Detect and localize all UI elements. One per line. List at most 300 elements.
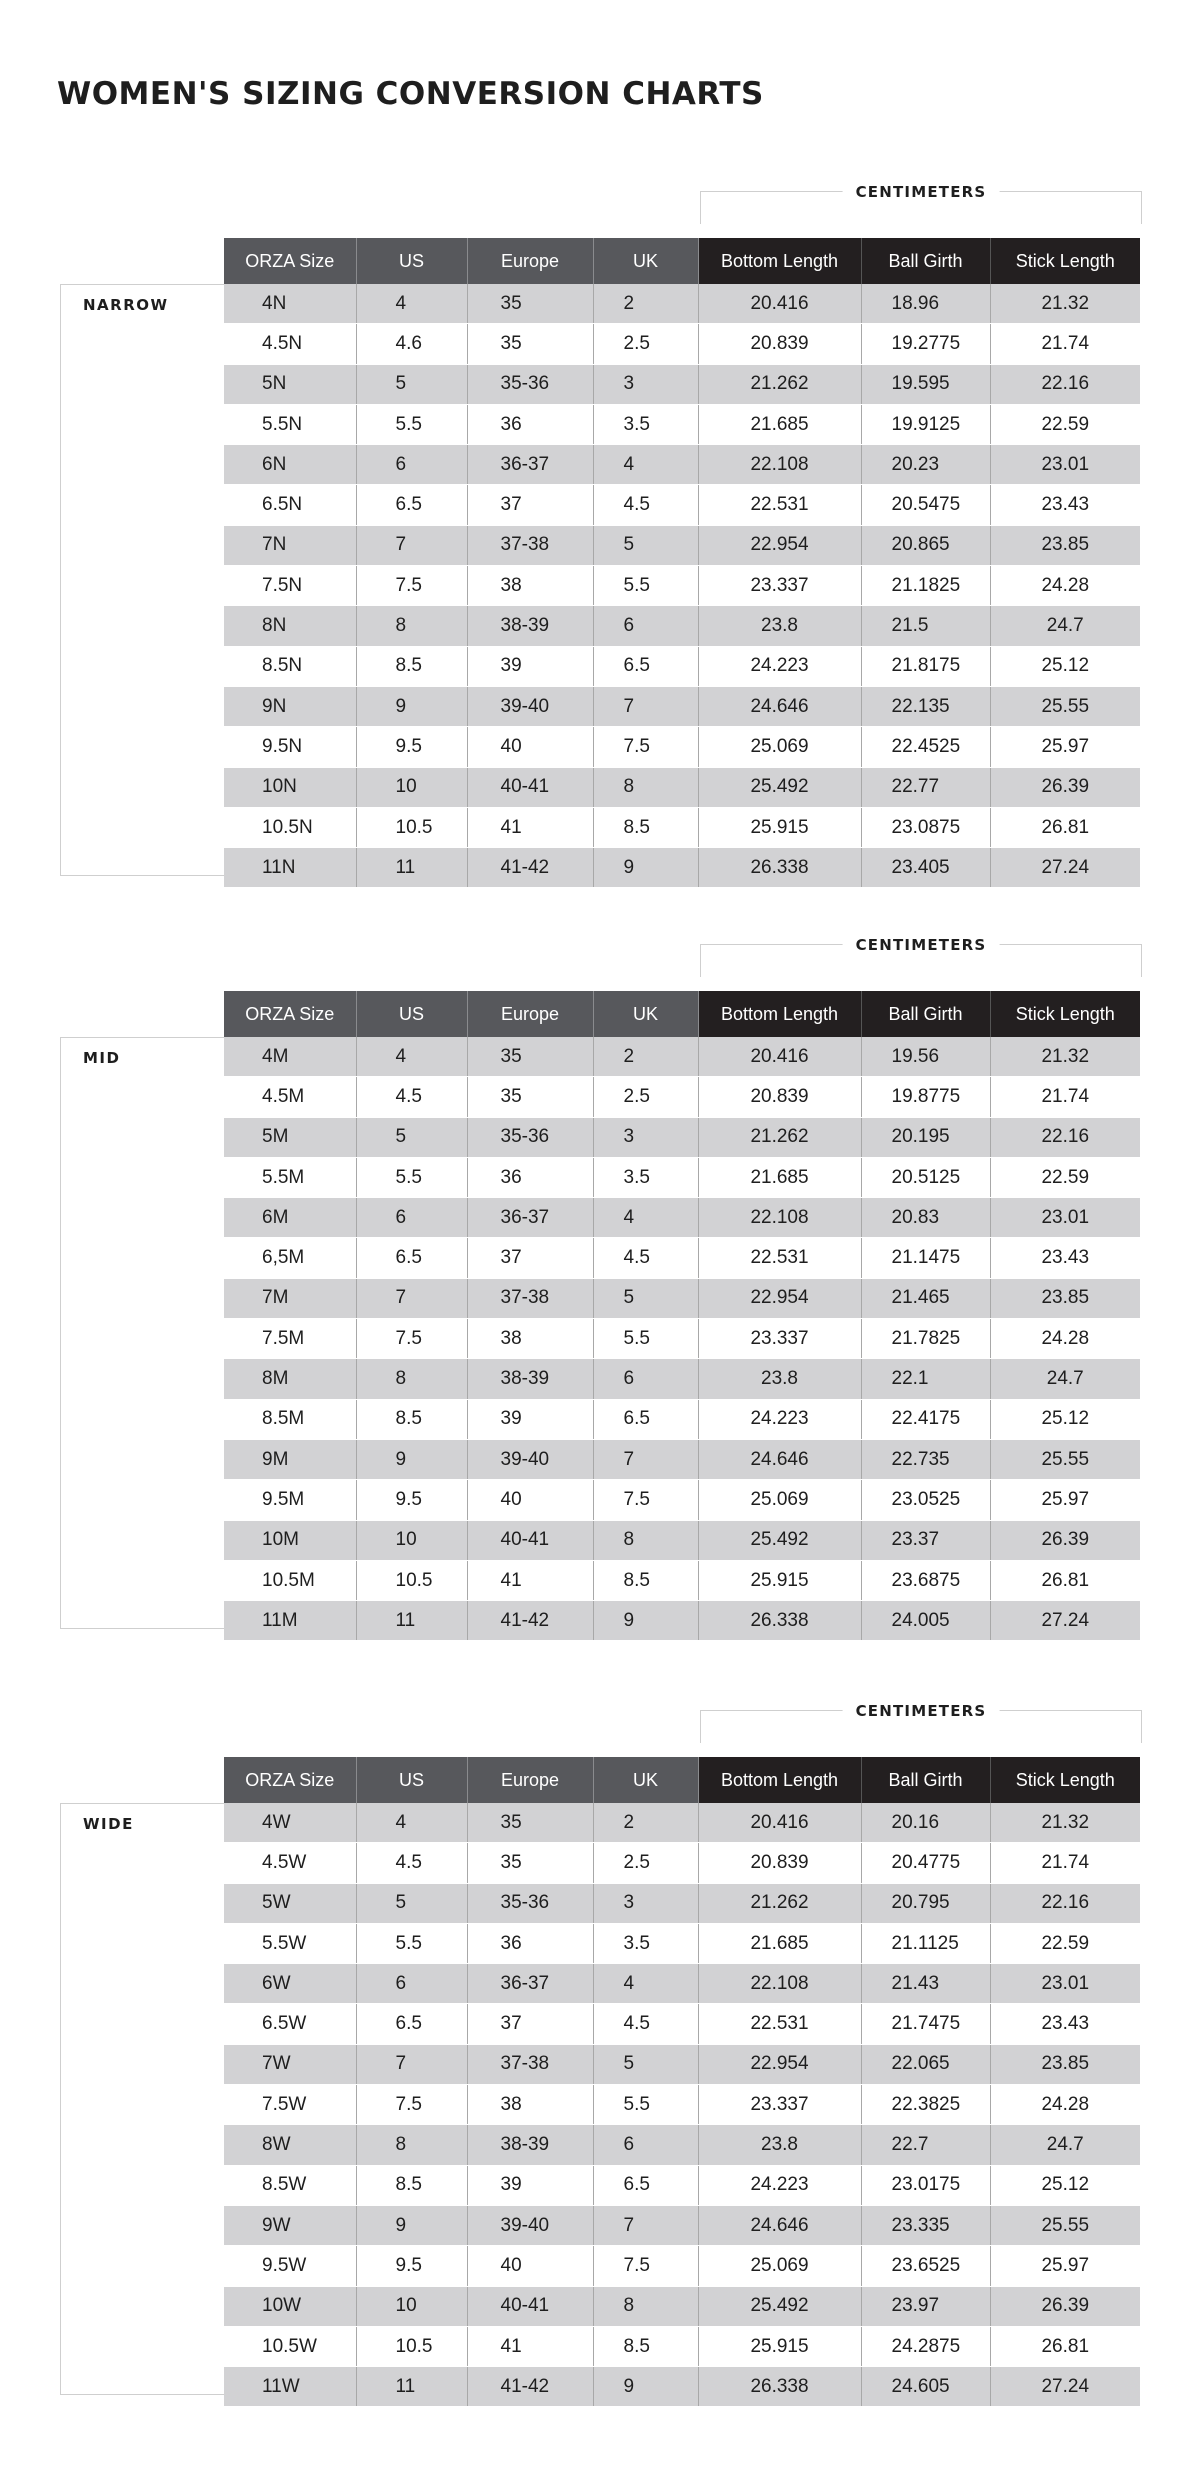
cell-orza-size: 9.5W (224, 2246, 356, 2286)
table-row (224, 1037, 1140, 1077)
cell-stick-length: 24.7 (990, 1359, 1140, 1399)
cell-uk-size: 9 (593, 2367, 698, 2407)
fit-bracket (60, 1037, 225, 1629)
cell-ball-girth: 21.43 (861, 1964, 990, 2004)
cell-orza-size: 7W (224, 2044, 356, 2084)
cell-us-size: 7 (356, 1278, 467, 1318)
cell-ball-girth: 23.0175 (861, 2165, 990, 2205)
cell-europe-size: 37-38 (467, 2044, 593, 2084)
cell-ball-girth: 21.1475 (861, 1238, 990, 1278)
cell-orza-size: 10.5W (224, 2326, 356, 2366)
column-header-europe-size: Europe (467, 238, 593, 284)
cell-orza-size: 6,5M (224, 1238, 356, 1278)
cell-europe-size: 38-39 (467, 2125, 593, 2165)
table-row (224, 1238, 1140, 1278)
cell-us-size: 4.5 (356, 1843, 467, 1883)
column-header-europe-size: Europe (467, 1757, 593, 1803)
cell-uk-size: 7 (593, 1439, 698, 1479)
cell-us-size: 5 (356, 1117, 467, 1157)
cell-ball-girth: 18.96 (861, 284, 990, 324)
cell-stick-length: 25.97 (990, 2246, 1140, 2286)
cell-us-size: 8.5 (356, 646, 467, 686)
cell-europe-size: 40 (467, 727, 593, 767)
cell-uk-size: 3 (593, 1883, 698, 1923)
cell-europe-size: 36 (467, 404, 593, 444)
cell-ball-girth: 22.3825 (861, 2085, 990, 2125)
cell-orza-size: 8W (224, 2125, 356, 2165)
size-table-mid (224, 991, 1140, 1641)
cell-europe-size: 37-38 (467, 1278, 593, 1318)
cell-us-size: 9.5 (356, 1480, 467, 1520)
cell-stick-length: 23.01 (990, 445, 1140, 485)
cell-orza-size: 7.5W (224, 2085, 356, 2125)
cell-europe-size: 36-37 (467, 1198, 593, 1238)
cell-stick-length: 24.28 (990, 1319, 1140, 1359)
size-table-wide (224, 1757, 1140, 2407)
cell-stick-length: 22.59 (990, 404, 1140, 444)
cell-stick-length: 22.16 (990, 1883, 1140, 1923)
cell-orza-size: 11N (224, 848, 356, 888)
column-header-orza-size: ORZA Size (224, 991, 356, 1037)
cell-uk-size: 2 (593, 1803, 698, 1843)
cell-ball-girth: 24.605 (861, 2367, 990, 2407)
centimeters-group-bracket (700, 183, 1142, 224)
cell-europe-size: 41 (467, 807, 593, 847)
cell-orza-size: 5.5N (224, 404, 356, 444)
column-header-bottom-length: Bottom Length (698, 1757, 861, 1803)
cell-stick-length: 25.55 (990, 2205, 1140, 2245)
cell-europe-size: 40-41 (467, 1520, 593, 1560)
cell-us-size: 6.5 (356, 485, 467, 525)
cell-ball-girth: 20.795 (861, 1883, 990, 1923)
cell-ball-girth: 23.6525 (861, 2246, 990, 2286)
cell-uk-size: 6 (593, 1359, 698, 1399)
cell-us-size: 7.5 (356, 1319, 467, 1359)
cell-bottom-length: 25.915 (698, 2326, 861, 2366)
cell-ball-girth: 22.77 (861, 767, 990, 807)
cell-orza-size: 4.5W (224, 1843, 356, 1883)
cell-europe-size: 35 (467, 324, 593, 364)
table-row (224, 1601, 1140, 1641)
table-header-row (224, 991, 1140, 1037)
cell-stick-length: 25.12 (990, 2165, 1140, 2205)
cell-uk-size: 3 (593, 1117, 698, 1157)
cell-orza-size: 7M (224, 1278, 356, 1318)
cell-uk-size: 8 (593, 767, 698, 807)
fit-bracket (60, 1803, 225, 2395)
cell-orza-size: 6W (224, 1964, 356, 2004)
cell-orza-size: 5M (224, 1117, 356, 1157)
column-header-orza-size: ORZA Size (224, 238, 356, 284)
cell-orza-size: 8.5N (224, 646, 356, 686)
cell-ball-girth: 21.8175 (861, 646, 990, 686)
cell-ball-girth: 21.1125 (861, 1923, 990, 1963)
cell-ball-girth: 21.7825 (861, 1319, 990, 1359)
cell-ball-girth: 20.5475 (861, 485, 990, 525)
cell-bottom-length: 26.338 (698, 1601, 861, 1641)
table-row (224, 1198, 1140, 1238)
cell-bottom-length: 22.531 (698, 485, 861, 525)
cell-bottom-length: 22.531 (698, 2004, 861, 2044)
table-row (224, 2165, 1140, 2205)
mid-section (0, 936, 1200, 1704)
table-header-row (224, 1757, 1140, 1803)
cell-bottom-length: 25.915 (698, 1560, 861, 1600)
cell-bottom-length: 24.646 (698, 1439, 861, 1479)
cell-europe-size: 41-42 (467, 848, 593, 888)
cell-europe-size: 36-37 (467, 445, 593, 485)
cell-orza-size: 10W (224, 2286, 356, 2326)
cell-ball-girth: 20.4775 (861, 1843, 990, 1883)
cell-europe-size: 41 (467, 2326, 593, 2366)
cell-bottom-length: 22.954 (698, 525, 861, 565)
table-row (224, 1560, 1140, 1600)
cell-stick-length: 27.24 (990, 848, 1140, 888)
cell-orza-size: 11M (224, 1601, 356, 1641)
cell-stick-length: 23.43 (990, 2004, 1140, 2044)
cell-bottom-length: 23.337 (698, 1319, 861, 1359)
cell-ball-girth: 19.595 (861, 364, 990, 404)
table-row (224, 1319, 1140, 1359)
cell-uk-size: 6.5 (593, 646, 698, 686)
centimeters-label: CENTIMETERS (843, 936, 1000, 954)
cell-bottom-length: 25.069 (698, 1480, 861, 1520)
cell-stick-length: 26.81 (990, 2326, 1140, 2366)
cell-stick-length: 24.7 (990, 606, 1140, 646)
cell-europe-size: 36 (467, 1157, 593, 1197)
cell-stick-length: 22.59 (990, 1923, 1140, 1963)
cell-uk-size: 4 (593, 445, 698, 485)
cell-us-size: 6.5 (356, 2004, 467, 2044)
cell-stick-length: 25.97 (990, 727, 1140, 767)
cell-stick-length: 26.39 (990, 2286, 1140, 2326)
table-row (224, 1883, 1140, 1923)
cell-us-size: 4.6 (356, 324, 467, 364)
cell-ball-girth: 23.6875 (861, 1560, 990, 1600)
table-row (224, 1077, 1140, 1117)
table-row (224, 2205, 1140, 2245)
cell-orza-size: 4N (224, 284, 356, 324)
column-header-uk-size: UK (593, 991, 698, 1037)
cell-stick-length: 25.12 (990, 1399, 1140, 1439)
column-header-stick-length: Stick Length (990, 1757, 1140, 1803)
cell-us-size: 9 (356, 2205, 467, 2245)
table-row (224, 566, 1140, 606)
table-row (224, 525, 1140, 565)
cell-orza-size: 5W (224, 1883, 356, 1923)
table-row (224, 1843, 1140, 1883)
cell-europe-size: 38-39 (467, 1359, 593, 1399)
cell-stick-length: 24.28 (990, 2085, 1140, 2125)
cell-bottom-length: 23.8 (698, 2125, 861, 2165)
cell-europe-size: 41-42 (467, 2367, 593, 2407)
cell-orza-size: 5N (224, 364, 356, 404)
cell-ball-girth: 20.83 (861, 1198, 990, 1238)
cell-orza-size: 10.5N (224, 807, 356, 847)
cell-ball-girth: 22.4175 (861, 1399, 990, 1439)
cell-stick-length: 23.01 (990, 1964, 1140, 2004)
cell-us-size: 11 (356, 2367, 467, 2407)
cell-bottom-length: 22.954 (698, 2044, 861, 2084)
cell-bottom-length: 21.262 (698, 1883, 861, 1923)
cell-us-size: 7 (356, 525, 467, 565)
fit-label-wide: WIDE (83, 1815, 134, 1833)
cell-uk-size: 5 (593, 2044, 698, 2084)
cell-ball-girth: 23.0525 (861, 1480, 990, 1520)
cell-uk-size: 8.5 (593, 2326, 698, 2366)
cell-europe-size: 40 (467, 2246, 593, 2286)
cell-uk-size: 8.5 (593, 807, 698, 847)
cell-uk-size: 8 (593, 2286, 698, 2326)
page-title: WOMEN'S SIZING CONVERSION CHARTS (57, 76, 764, 112)
fit-bracket (60, 284, 225, 876)
cell-uk-size: 4.5 (593, 485, 698, 525)
cell-orza-size: 4.5M (224, 1077, 356, 1117)
cell-us-size: 5.5 (356, 1157, 467, 1197)
cell-stick-length: 23.85 (990, 1278, 1140, 1318)
cell-bottom-length: 23.337 (698, 2085, 861, 2125)
column-header-bottom-length: Bottom Length (698, 991, 861, 1037)
cell-us-size: 7.5 (356, 2085, 467, 2125)
cell-ball-girth: 20.865 (861, 525, 990, 565)
table-row (224, 2044, 1140, 2084)
cell-uk-size: 3.5 (593, 1157, 698, 1197)
table-row (224, 1399, 1140, 1439)
cell-us-size: 9 (356, 686, 467, 726)
table-row (224, 646, 1140, 686)
cell-us-size: 4 (356, 1037, 467, 1077)
cell-stick-length: 22.16 (990, 1117, 1140, 1157)
cell-us-size: 8 (356, 1359, 467, 1399)
cell-orza-size: 4M (224, 1037, 356, 1077)
cell-bottom-length: 26.338 (698, 848, 861, 888)
table-row (224, 1439, 1140, 1479)
cell-stick-length: 25.55 (990, 1439, 1140, 1479)
table-row (224, 1803, 1140, 1843)
table-row (224, 1359, 1140, 1399)
cell-bottom-length: 20.416 (698, 1037, 861, 1077)
cell-stick-length: 25.12 (990, 646, 1140, 686)
cell-uk-size: 2 (593, 284, 698, 324)
cell-bottom-length: 21.262 (698, 1117, 861, 1157)
cell-ball-girth: 23.335 (861, 2205, 990, 2245)
table-row (224, 2085, 1140, 2125)
cell-orza-size: 6.5W (224, 2004, 356, 2044)
cell-uk-size: 6.5 (593, 2165, 698, 2205)
cell-europe-size: 35-36 (467, 364, 593, 404)
cell-us-size: 5 (356, 1883, 467, 1923)
cell-stick-length: 23.43 (990, 485, 1140, 525)
cell-us-size: 10 (356, 1520, 467, 1560)
cell-bottom-length: 23.337 (698, 566, 861, 606)
cell-ball-girth: 22.7 (861, 2125, 990, 2165)
cell-us-size: 9 (356, 1439, 467, 1479)
cell-uk-size: 3.5 (593, 1923, 698, 1963)
cell-stick-length: 25.97 (990, 1480, 1140, 1520)
cell-us-size: 10.5 (356, 1560, 467, 1600)
cell-orza-size: 6N (224, 445, 356, 485)
table-header-row (224, 238, 1140, 284)
cell-europe-size: 39-40 (467, 1439, 593, 1479)
table-row (224, 1480, 1140, 1520)
cell-europe-size: 39 (467, 1399, 593, 1439)
cell-orza-size: 10.5M (224, 1560, 356, 1600)
cell-us-size: 5.5 (356, 1923, 467, 1963)
cell-europe-size: 37 (467, 2004, 593, 2044)
cell-europe-size: 37-38 (467, 525, 593, 565)
cell-orza-size: 9M (224, 1439, 356, 1479)
cell-uk-size: 5.5 (593, 1319, 698, 1359)
table-row (224, 1520, 1140, 1560)
cell-us-size: 9.5 (356, 2246, 467, 2286)
cell-us-size: 11 (356, 1601, 467, 1641)
cell-orza-size: 8.5M (224, 1399, 356, 1439)
cell-us-size: 6.5 (356, 1238, 467, 1278)
cell-bottom-length: 22.954 (698, 1278, 861, 1318)
cell-europe-size: 38 (467, 566, 593, 606)
cell-bottom-length: 20.416 (698, 1803, 861, 1843)
cell-europe-size: 35-36 (467, 1883, 593, 1923)
cell-bottom-length: 25.915 (698, 807, 861, 847)
cell-stick-length: 21.32 (990, 1803, 1140, 1843)
cell-us-size: 11 (356, 848, 467, 888)
fit-label-narrow: NARROW (83, 296, 169, 314)
cell-us-size: 4 (356, 1803, 467, 1843)
cell-stick-length: 27.24 (990, 2367, 1140, 2407)
cell-uk-size: 6.5 (593, 1399, 698, 1439)
cell-stick-length: 26.39 (990, 1520, 1140, 1560)
column-header-europe-size: Europe (467, 991, 593, 1037)
cell-stick-length: 23.01 (990, 1198, 1140, 1238)
cell-orza-size: 9.5M (224, 1480, 356, 1520)
cell-us-size: 5.5 (356, 404, 467, 444)
cell-ball-girth: 19.9125 (861, 404, 990, 444)
table-body (224, 284, 1140, 888)
cell-orza-size: 7.5M (224, 1319, 356, 1359)
cell-orza-size: 10M (224, 1520, 356, 1560)
cell-europe-size: 36-37 (467, 1964, 593, 2004)
cell-us-size: 6 (356, 445, 467, 485)
column-header-ball-girth: Ball Girth (861, 1757, 990, 1803)
cell-ball-girth: 22.4525 (861, 727, 990, 767)
cell-ball-girth: 20.23 (861, 445, 990, 485)
cell-ball-girth: 19.56 (861, 1037, 990, 1077)
cell-bottom-length: 22.531 (698, 1238, 861, 1278)
cell-stick-length: 21.74 (990, 1077, 1140, 1117)
cell-europe-size: 35-36 (467, 1117, 593, 1157)
cell-orza-size: 5.5M (224, 1157, 356, 1197)
cell-ball-girth: 21.5 (861, 606, 990, 646)
table-row (224, 1278, 1140, 1318)
cell-ball-girth: 23.0875 (861, 807, 990, 847)
cell-uk-size: 7 (593, 686, 698, 726)
cell-uk-size: 7.5 (593, 2246, 698, 2286)
cell-orza-size: 8.5W (224, 2165, 356, 2205)
column-header-uk-size: UK (593, 238, 698, 284)
cell-europe-size: 35 (467, 1803, 593, 1843)
cell-uk-size: 6 (593, 2125, 698, 2165)
cell-orza-size: 4.5N (224, 324, 356, 364)
column-header-us-size: US (356, 1757, 467, 1803)
column-header-bottom-length: Bottom Length (698, 238, 861, 284)
table-row (224, 2326, 1140, 2366)
cell-stick-length: 22.16 (990, 364, 1140, 404)
cell-ball-girth: 23.97 (861, 2286, 990, 2326)
cell-uk-size: 5.5 (593, 566, 698, 606)
cell-bottom-length: 21.262 (698, 364, 861, 404)
cell-ball-girth: 22.065 (861, 2044, 990, 2084)
table-row (224, 284, 1140, 324)
centimeters-group-bracket (700, 1702, 1142, 1743)
cell-ball-girth: 23.405 (861, 848, 990, 888)
cell-orza-size: 6.5N (224, 485, 356, 525)
cell-europe-size: 41 (467, 1560, 593, 1600)
centimeters-group-bracket (700, 936, 1142, 977)
table-row (224, 445, 1140, 485)
cell-europe-size: 41-42 (467, 1601, 593, 1641)
table-row (224, 807, 1140, 847)
cell-stick-length: 26.39 (990, 767, 1140, 807)
cell-uk-size: 5 (593, 525, 698, 565)
table-row (224, 2004, 1140, 2044)
wide-section (0, 1702, 1200, 2470)
cell-bottom-length: 22.108 (698, 445, 861, 485)
cell-uk-size: 7.5 (593, 727, 698, 767)
cell-ball-girth: 23.37 (861, 1520, 990, 1560)
table-row (224, 848, 1140, 888)
cell-ball-girth: 22.135 (861, 686, 990, 726)
cell-ball-girth: 20.16 (861, 1803, 990, 1843)
cell-orza-size: 7.5N (224, 566, 356, 606)
cell-us-size: 4 (356, 284, 467, 324)
cell-uk-size: 4.5 (593, 2004, 698, 2044)
cell-stick-length: 22.59 (990, 1157, 1140, 1197)
cell-orza-size: 8N (224, 606, 356, 646)
cell-europe-size: 38-39 (467, 606, 593, 646)
cell-bottom-length: 20.839 (698, 1843, 861, 1883)
table-row (224, 2246, 1140, 2286)
cell-bottom-length: 23.8 (698, 1359, 861, 1399)
cell-orza-size: 8M (224, 1359, 356, 1399)
cell-stick-length: 26.81 (990, 1560, 1140, 1600)
cell-bottom-length: 22.108 (698, 1198, 861, 1238)
cell-bottom-length: 25.492 (698, 1520, 861, 1560)
cell-bottom-length: 24.646 (698, 2205, 861, 2245)
column-header-ball-girth: Ball Girth (861, 991, 990, 1037)
cell-uk-size: 2.5 (593, 1843, 698, 1883)
cell-stick-length: 23.85 (990, 2044, 1140, 2084)
cell-orza-size: 9.5N (224, 727, 356, 767)
cell-bottom-length: 25.069 (698, 727, 861, 767)
cell-us-size: 10.5 (356, 2326, 467, 2366)
cell-uk-size: 6 (593, 606, 698, 646)
table-row (224, 1964, 1140, 2004)
cell-orza-size: 4W (224, 1803, 356, 1843)
cell-bottom-length: 21.685 (698, 404, 861, 444)
cell-orza-size: 9N (224, 686, 356, 726)
cell-uk-size: 7.5 (593, 1480, 698, 1520)
cell-us-size: 7.5 (356, 566, 467, 606)
cell-uk-size: 9 (593, 848, 698, 888)
cell-uk-size: 4 (593, 1198, 698, 1238)
cell-orza-size: 5.5W (224, 1923, 356, 1963)
table-row (224, 404, 1140, 444)
cell-europe-size: 35 (467, 1037, 593, 1077)
cell-ball-girth: 20.5125 (861, 1157, 990, 1197)
cell-ball-girth: 19.2775 (861, 324, 990, 364)
cell-us-size: 9.5 (356, 727, 467, 767)
narrow-section (0, 183, 1200, 951)
